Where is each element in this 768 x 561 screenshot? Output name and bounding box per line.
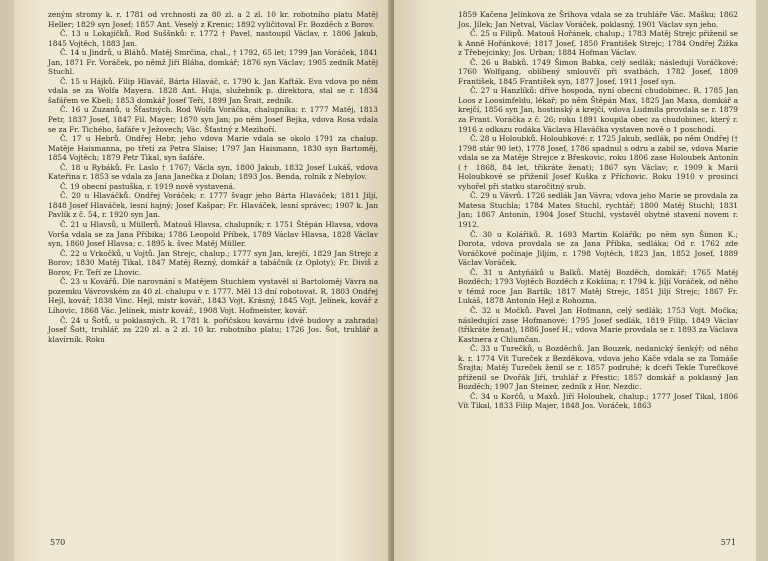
entry-paragraph: Č. 15 u Hájků. Filip Hlaváč, Bárta Hlaváč, c. 1790 k. Jan Kafták. Eva vdova po něm vdala se za Wolfa Mayera. 1828 Ant. Huja, služebník p. direktora, stal se r. 1834 šafářem ve Kbeli; 1853 domkář Josef Teří, 1899 Jan Šrait, zedník. (48, 76, 378, 105)
entry-paragraph: zeným stromy k. r. 1781 od vrchnosti za 80 zl. a 2 zl. 10 kr. robotního platu Matěj Heller; 1829 syn Josef; 1857 Ant. Veselý z Krenic; 1892 vyličitoval Fr. Bozděch z Borov. (48, 10, 378, 29)
entry-paragraph: Č. 31 u Antyňáků u Balků. Matěj Bozděch, domkář; 1765 Matěj Bozděch; 1793 Vojtěch Bozděch z Kokšína; r. 1794 k. Jiljí Voráček, od něho v témž roce Jan Bartík; 1817 Matěj Strejc, 1851 Jiljí Strejc; 1867 Fr. Lukáš, 1878 Antonín Hejl z Rohozna. (458, 267, 738, 306)
entry-paragraph: Č. 22 u Vrkočků, u Vojtů. Jan Strejc, chalup.; 1777 syn Jan, krejčí, 1829 Jan Strejc z Borov; 1830 Matěj Tikal, 1847 Matěj Rezný, domkář a tabáčník (z Oploty); Fr. Diviš z Borov, Fr. Teří ze Lhovic. (48, 248, 378, 277)
entry-paragraph: Č. 16 u Zuzanů, u Šťastných. Rod Wolfa Voráčka, chalupníka: r. 1777 Matěj, 1813 Petr, 1837 Josef, 1847 Fil. Mayer; 1870 syn Jan; po něm Josef Bejka, vdova Rosa vdala se za Fr. Tichého, šafáře v Ježovech; Vác. Šťastný z Mezihoří. (48, 105, 378, 134)
entry-paragraph: Č. 33 u Turečků, u Bozděchů. Jan Bouzek, nedanický šenkýř; od něho k. r. 1774 Vít Tureček z Bezděkova, vdova jeho Káče vdala se za Tomáše Šrajta; Matěj Tureček ženil se r. 1857 podruhé; k dceři Tekle Turečkové přiženil se Dvořák Jiří, truhlář z Přestic; 1857 domkář a poklasný Jan Bozděch; 1907 Jan Steiner, zedník z Hor. Nezdic. (458, 344, 738, 392)
entry-paragraph: Č. 34 u Korčů, u Maxů. Jiří Holoubek, chalup.; 1777 Josef Tikal, 1806 Vít Tikal, 1833 Filip Majer, 1848 Jos. Voráček, 1863 (458, 391, 738, 411)
entry-paragraph: Č. 25 u Filipů. Matouš Hořánek, chalup.; 1783 Matěj Strejc přiženil se k Anně Hořánkové; 1817 Josef, 1850 František Strejc; 1784 Ondřej Žižka z Třebejcinky; Jos. Urban; 1884 Hofman Václav. (458, 29, 738, 58)
page-number: 570 (50, 538, 66, 547)
entry-paragraph: Č. 24 u Šotů, u poklasných. R. 1781 k. pořičskou kovárnu (dvě budovy a zahrada) Josef Šott, truhlář, za 220 zl. a 2 zl. 10 kr. robotního platu; 1726 Jos. Šot, truhlář a klavírník. Roku (48, 315, 378, 344)
entry-paragraph: Č. 30 u Kolářiků. R. 1693 Martin Kolářík; po něm syn Šimon K.; Dorota, vdova provdala se za Jana Příbka, sedláka; Od r. 1762 zde Voráčkové počínaje Jiljím, r. 1798 Vojtěch, 1823 Jan, 1852 Josef, 1889 Václav Voráček. (458, 229, 738, 268)
entry-paragraph: Č. 14 u Jindrů, u Bláhů. Matěj Smrčina, chal., † 1792, 65 let; 1799 Jan Voráček, 1841 Jan, 1871 Fr. Voráček, po němž Jiří Bláha, domkář; 1876 syn Václav; 1905 zedník Matěj Stuchl. (48, 48, 378, 77)
right-page (394, 0, 756, 561)
entry-paragraph: Č. 26 u Babků. 1749 Šimon Babka, celý sedlák; následují Voráčkové: 1760 Wolfgang, oblíbený smlouvčí při svatbách, 1782 Josef, 1809 František, 1845 František syn, 1877 Josef, 1911 Josef syn. (458, 57, 738, 86)
entry-paragraph: Č. 19 obecní pastuška, r. 1919 nově vystavená. (60, 181, 236, 191)
entry-paragraph: Č. 20 u Hlaváčků. Ondřej Voráček; r. 1777 švagr jeho Bárta Hlaváček; 1811 Jiljí, 1848 Josef Hlaváček, lesní hajný; Josef Kašpar; Fr. Hlaváček, lesní správec; 1907 k. Jan Pavlík z č. 54, r. 1920 syn Jan. (48, 191, 378, 220)
entry-paragraph: Č. 18 u Rybáků. Fr. Laslo † 1767; Václa syn, 1800 Jakub, 1832 Josef Lukáš, vdova Kateřina r. 1853 se vdala za Jana Janečka z Dolan; 1893 Jos. Benda, rolník z Nebylov. (48, 162, 378, 182)
entry-paragraph: Č. 23 u Kovářů. Dle narovnání s Matějem Stuchlem vystavěl si Bartoloměj Vávra na pozemku Vávrovském za 40 zl. chalupu v r. 1777. Měl 13 dní robotovat. R. 1803 Ondřej Hejl, kovář, 1838 Vinc. Hejl, mistr kovář., 1843 Vojt. Krásný, 1845 Vojt. Jelínek, kovář z Líhovic, 1868 Vác. Jelínek, mistr kovář., 1908 Vojt. Hofmeister, kovář. (48, 277, 378, 315)
entry-paragraph: 1859 Kačena Jelínkova ze Šrihova vdala se za truhláře Vác. Mašku; 1862 Jos. Jílek; Jan Netval, Václav Voráček, poklasný, 1901 Václav syn jeho. (458, 10, 738, 29)
entry-paragraph: Č. 32 u Močků. Pavel Jan Hofmann, celý sedlák; 1753 Vojt. Močka; následující zase Hofmanové; 1795 Josef sedlák, 1819 Filip, 1849 Václav (třikráte ženat), 1886 Josef H.; vdova Marie provdala se r. 1893 za Václava Kastnera z Chlumčan. (458, 305, 738, 344)
page-number: 571 (720, 538, 736, 547)
entry-paragraph: Č. 29 u Vávrů. 1726 sedlák Jan Vávra; vdova jeho Marie se provdala za Matesa Stuchla; 1784 Mates Stuchl, rychtář; 1800 Matěj Stuchl; 1831 Jan; 1867 Antonín, 1904 Josef Stuchl, vystavěl obytné stavení novem r. 1912. (458, 191, 738, 230)
entry-paragraph: Č. 21 u Hlavsů, u Müllerů. Matouš Hlavsa, chalupník; r. 1751 Štěpán Hlavsa, vdova Vorša vdala se za Jana Příbika; 1786 Leopold Příbek, 1789 Václav Hlavsa, 1828 Václav syn, 1860 Josef Hlavsa; c. 1895 k. švec Matěj Müller. (48, 220, 378, 249)
entry-paragraph: Č. 28 u Holoubků. Holoubkové: r. 1725 Jakub, sedlák, po něm Ondřej († 1798 stár 90 let), 1778 Josef, 1786 spadnul s odru a zabil se, vdova Marie vdala se za Matěje Strejce z Břeskovic, roku 1806 zase Holoubek Antonín († 1868, 84 let, třikráte ženat); 1867 syn Václav; r. 1909 k Marii Holoubkové se přiženil Josef Kuška z Příchovic. Roku 1910 v prosinci vyhořel při statku staročitný srub. (458, 134, 738, 191)
left-page (14, 0, 392, 561)
entry-paragraph: Č. 17 u Hebrů. Ondřej Hebr, jeho vdova Marie vdala se okolo 1791 za chalup. Matěje Haismanna, po třetí za Petra Slaise; 1797 Jan Haismann, 1830 syn Bartoměj, 1854 Vojtěch; 1879 Petr Tikal, syn šafáře. (48, 134, 378, 163)
entry-paragraph: Č. 27 u Hanzlíků: dříve hospoda, nyní obecní chudobinec. R. 1785 Jan Loos z Loosimfeldu, lékař; po něm Štěpán Max, 1825 Jan Maxa, domkář a krejčí, 1856 syn Jan, hostinský a krejčí, vdova Ludmila provdala se r. 1879 za Frant. Voráčka z č. 26; roku 1891 koupila obec za chudobinec, který r. 1916 z odkazu rodáka Václava Hlaváčka vystaven nově o 1 poschodí. (458, 86, 738, 134)
entry-paragraph: Č. 13 u Lokajíčků. Rod Suššnků: r. 1772 † Pavel, nastoupil Václav, r. 1806 Jakub, 1845 Vojtěch, 1883 Jan. (48, 29, 378, 48)
